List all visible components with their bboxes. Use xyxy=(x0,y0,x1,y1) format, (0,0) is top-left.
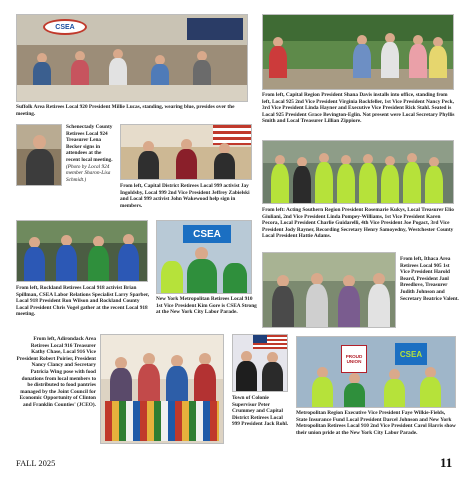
caption-schenectady-text: Schenectady County Retirees Local 924 Treasurer Lena Becker signs in attendees at the recent local meeting. xyxy=(66,124,113,163)
csea-placard: CSEA xyxy=(395,343,427,365)
caption-southern-region: From left: Acting Southern Region President Rosemarie Kukys, Local Treasurer Elio Giuliani, 2nd Vice President Linda Pompey-Williams, 1st Vice President Karen Pecora, Local President Charlie Guidarelli, 4th Vice President Joe Pogact, 3rd Vice President Jody Rayner, Recording Secretary Henry Samoyedny, Westchester County Local President Hattie Adams. xyxy=(262,207,454,240)
caption-schenectady xyxy=(66,124,116,183)
caption-ithaca: From left, Ithaca Area Retirees Local 905 1st Vice President Harold Beard, President Janl Breedlove, Treasurer Judith Johnson and Secretary Beatrice Valent. xyxy=(400,256,459,302)
photo-nyc-labor-parade-metro xyxy=(296,336,456,408)
caption-colonie: Town of Colonie Supervisor Peter Crummey and Capital District Retirees Local 999 President Jack Rohl. xyxy=(232,395,289,428)
caption-capital-region: From left, Capital Region President Shana Davis installs into office, standing from left, Local 925 2nd Vice President Virginia Rockfeller, 1st Vice President Nancy Peck, 3rd Vice President Linda Hayner and Executive Vice President Rick Stahl. Seated is Local 925 President Grace Bevington-Eglin. Not present were Local Secretary Phyllis Smith and Local Treasurer Lillian Zippiore. xyxy=(262,92,455,125)
caption-adirondack: From left, Adirondack Area Retirees Local 916 Treasurer Kathy Chase, Local 916 Vice President Robert Poirier, President Nancy Clancy and Secretary Patricia Wing pose with food donations from local members to be distributed to food pantries managed by the Joint Council for Economic Opportunity of Clinton and Franklin Counties' (JCEO). xyxy=(16,336,96,408)
photo-nyc-labor-parade-gore xyxy=(156,220,252,294)
photo-schenectady-sign-in xyxy=(16,124,62,186)
photo-suffolk-meeting xyxy=(16,14,248,102)
photo-capital-region-installation xyxy=(262,14,454,90)
caption-suffolk: Suffolk Area Retirees Local 920 President Millie Lucas, standing, wearing blue, presides over the meeting. xyxy=(16,104,235,117)
photo-credit-schenectady: (Photo by Local 924 member Sharon-Lisa Schmidt.) xyxy=(66,163,111,183)
photo-southern-region-officers xyxy=(262,140,454,204)
photo-ithaca-officers xyxy=(262,252,396,328)
photo-colonie-supervisor xyxy=(232,334,288,392)
caption-capital-district: From left, Capital District Retirees Local 999 activist Jay Ingoldsby, Local 999 2nd Vice President Jeffrey Zabielski and Local 999 activist John Wakewood help sign in members. xyxy=(120,183,250,209)
caption-rockland: From left, Rockland Retirees Local 918 activist Brian Spillman, CSEA Labor Relations Specialist Larry Sparber, Local 918 President Ron Wilson and Rockland County Local President Chris Vogel gather at the recent Local 918 meeting. xyxy=(16,285,150,318)
issue-label: FALL 2025 xyxy=(16,458,56,468)
csea-wall-logo: CSEA xyxy=(43,19,87,35)
csea-banner: CSEA xyxy=(183,225,231,243)
photo-adirondack-food-donations xyxy=(100,334,224,444)
caption-metro-region: Metropolitan Region Executive Vice President Faye Wilkie-Fields, State Insurance Fund Local President Darcel Johnson and New York Metropolitan Retirees Local 910 2nd Vice President Carol Harris show their union pride at the New York City Labor Parade. xyxy=(296,410,456,436)
page-number: 11 xyxy=(440,455,453,470)
caption-nyc-metro: New York Metropolitan Retirees Local 910 1st Vice President Kim Gore is CSEA Strong at the New York City Labor Parade. xyxy=(156,296,257,316)
photo-rockland-meeting xyxy=(16,220,148,282)
photo-capital-district-sign-in xyxy=(120,124,252,180)
proud-union-sign: PROUD UNION xyxy=(341,345,367,373)
